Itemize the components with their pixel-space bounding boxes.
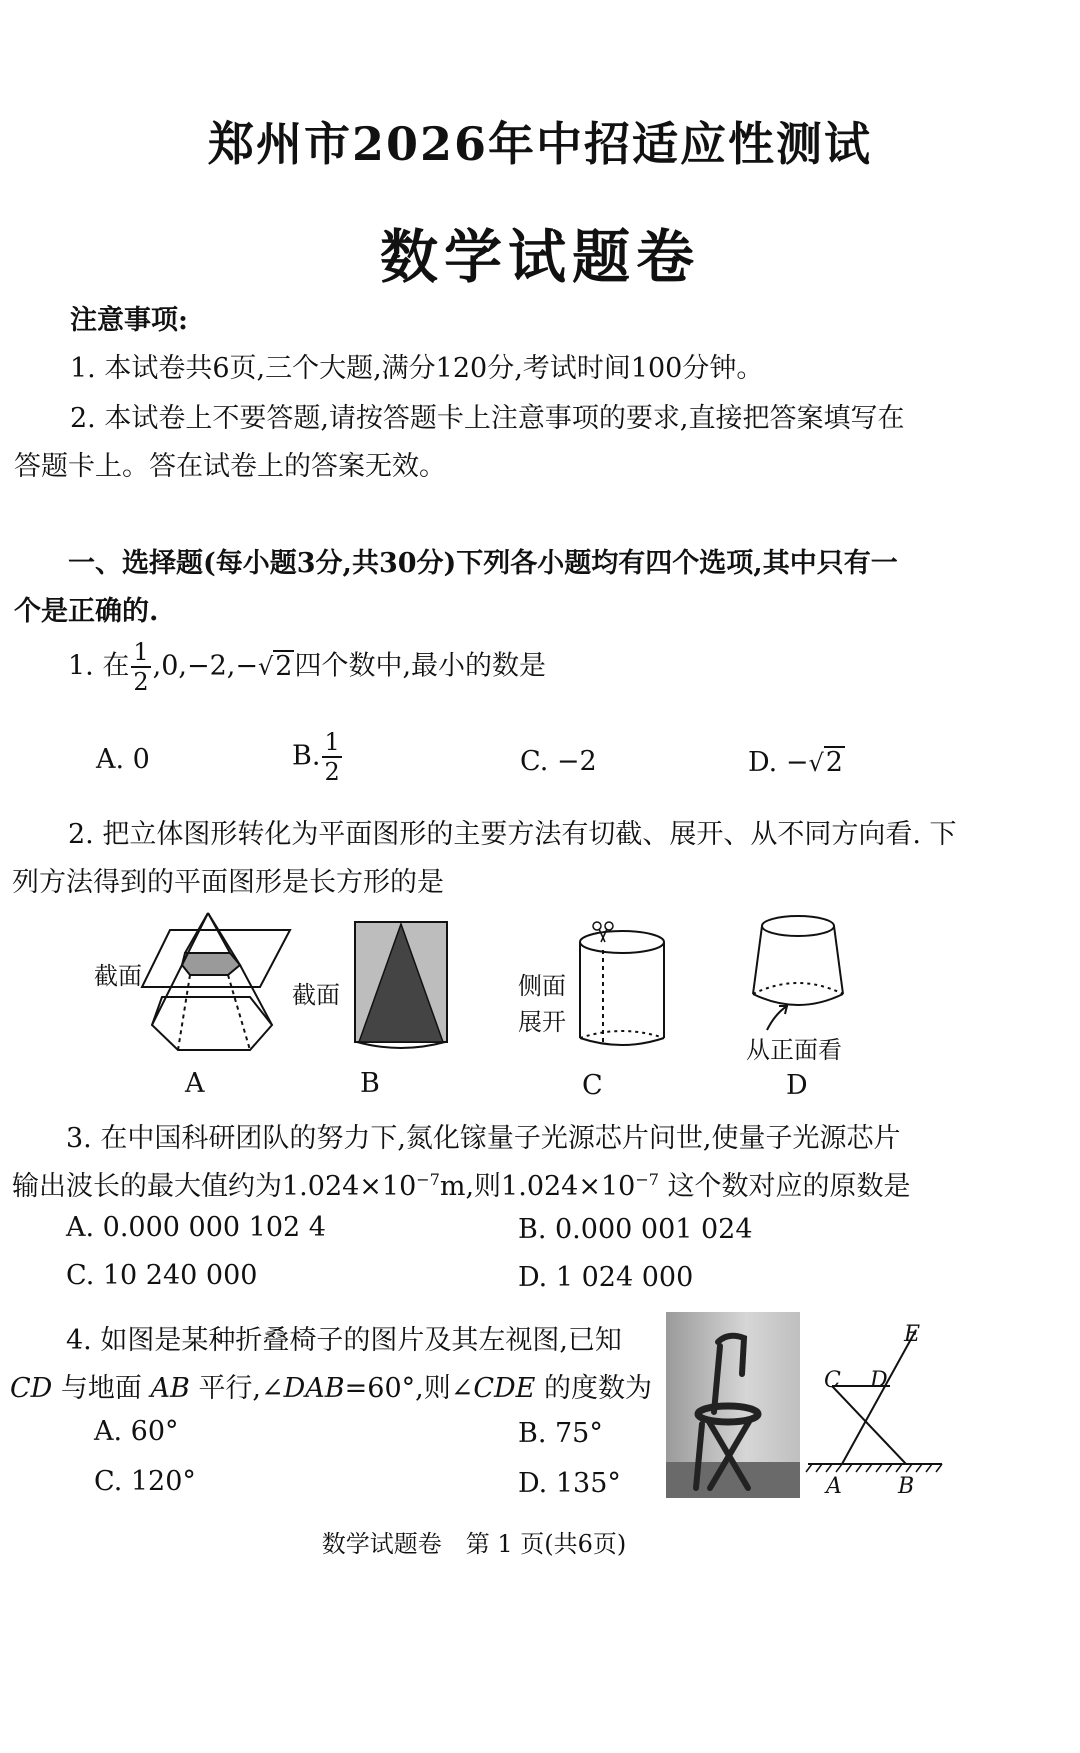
notes-item-1: 1. 本试卷共6页,三个大题,满分120分,考试时间100分钟。 xyxy=(70,353,764,384)
q4-angle-cde: CDE xyxy=(473,1373,536,1404)
figure-b-label: 截面 xyxy=(292,981,340,1009)
q4-segment-cd: CD xyxy=(10,1373,53,1404)
q1-fraction-denominator: 2 xyxy=(133,668,149,696)
q3-line-2-part-a: 输出波长的最大值约为1.024×10 xyxy=(12,1171,417,1202)
notes-heading: 注意事项: xyxy=(70,305,188,336)
exam-subtitle: 数学试题卷 xyxy=(379,223,700,291)
q3-option-b: B. 0.000 001 024 xyxy=(518,1214,753,1245)
diagram-label-c: C xyxy=(824,1368,841,1393)
q3-line-2-part-c: 这个数对应的原数是 xyxy=(667,1171,911,1202)
q3-exponent-2: −7 xyxy=(635,1170,659,1189)
notes-item-2-line-2: 答题卡上。答在试卷上的答案无效。 xyxy=(14,451,446,482)
folding-chair-photo xyxy=(666,1312,800,1498)
q1-option-a: A. 0 xyxy=(96,744,150,775)
q1-option-d: D. −√2 xyxy=(748,747,843,778)
figure-a-label: 截面 xyxy=(94,962,142,990)
question-2-line-1: 2. 把立体图形转化为平面图形的主要方法有切截、展开、从不同方向看. 下 xyxy=(68,819,957,850)
diagram-label-a: A xyxy=(826,1474,842,1499)
q1-option-b xyxy=(292,730,344,784)
section-heading-line-1: 一、选择题(每小题3分,共30分)下列各小题均有四个选项,其中只有一 xyxy=(68,548,898,579)
figure-b-cone-section xyxy=(355,922,447,1054)
figure-d-frustum xyxy=(745,912,855,1037)
q4-option-c: C. 120° xyxy=(94,1466,196,1497)
question-2-line-2: 列方法得到的平面图形是长方形的是 xyxy=(12,867,444,898)
q4-segment-ab: AB xyxy=(150,1373,190,1404)
q1-fraction xyxy=(131,640,150,694)
q1-prefix: 1. 在 xyxy=(68,650,130,682)
q4-text-degree: 的度数为 xyxy=(543,1373,652,1404)
q1-option-b-denominator: 2 xyxy=(324,758,340,786)
q4-text-ground: 与地面 xyxy=(60,1373,142,1404)
diagram-label-b: B xyxy=(898,1474,915,1499)
q4-text-parallel: 平行,∠ xyxy=(198,1373,284,1404)
q1-option-d-sqrt: 2 xyxy=(825,747,843,778)
question-4-line-1: 4. 如图是某种折叠椅子的图片及其左视图,已知 xyxy=(66,1325,622,1356)
figure-a-caption: A xyxy=(185,1068,205,1099)
section-heading-line-2: 个是正确的. xyxy=(14,596,159,627)
figure-d-label: 从正面看 xyxy=(746,1036,842,1064)
q1-option-d-prefix: D. − xyxy=(748,747,809,778)
q1-sqrt-value: 2 xyxy=(275,650,293,682)
figure-c-label-1: 侧面 xyxy=(518,972,566,1000)
q1-option-c: C. −2 xyxy=(520,746,597,777)
page-footer: 数学试题卷 第 1 页(共6页) xyxy=(321,1530,627,1558)
q4-text-equals: =60°,则∠ xyxy=(344,1373,474,1404)
figure-c-cylinder xyxy=(575,918,670,1058)
q3-line-2-part-b: m,则1.024×10 xyxy=(439,1171,636,1202)
q1-suffix: 四个数中,最小的数是 xyxy=(294,650,547,682)
q4-angle-dab: DAB xyxy=(283,1373,345,1404)
notes-item-2-line-1: 2. 本试卷上不要答题,请按答题卡上注意事项的要求,直接把答案填写在 xyxy=(70,403,905,434)
diagram-label-e: E xyxy=(904,1322,921,1347)
q3-exponent-1: −7 xyxy=(416,1170,440,1189)
q4-option-b: B. 75° xyxy=(518,1418,603,1449)
question-4-line-2 xyxy=(10,1366,652,1405)
diagram-label-d: D xyxy=(870,1368,888,1393)
chair-side-view-diagram xyxy=(806,1322,946,1497)
question-3-line-1: 3. 在中国科研团队的努力下,氮化镓量子光源芯片问世,使量子光源芯片 xyxy=(66,1123,901,1154)
q1-option-b-numerator: 1 xyxy=(324,728,340,756)
q1-fraction-numerator: 1 xyxy=(133,638,149,666)
figure-c-label-2: 展开 xyxy=(518,1008,566,1036)
exam-title: 郑州市2026年中招适应性测试 xyxy=(207,117,873,171)
figure-d-caption: D xyxy=(786,1070,808,1101)
q3-option-a: A. 0.000 000 102 4 xyxy=(66,1212,326,1243)
figure-c-caption: C xyxy=(582,1070,603,1101)
question-3-line-2 xyxy=(12,1164,911,1203)
q3-option-d: D. 1 024 000 xyxy=(518,1262,694,1293)
q4-option-a: A. 60° xyxy=(94,1416,179,1447)
figure-b-caption: B xyxy=(360,1068,380,1099)
q1-option-b-prefix: B. xyxy=(292,740,321,772)
q4-option-d: D. 135° xyxy=(518,1468,621,1499)
q3-option-c: C. 10 240 000 xyxy=(66,1260,258,1291)
q1-middle: ,0,−2,− xyxy=(152,650,258,682)
question-1-stem: 1. 在 $\frac{1}{2}$ ,0,−2,−√2四个数中,最小的数是 xyxy=(68,638,547,696)
